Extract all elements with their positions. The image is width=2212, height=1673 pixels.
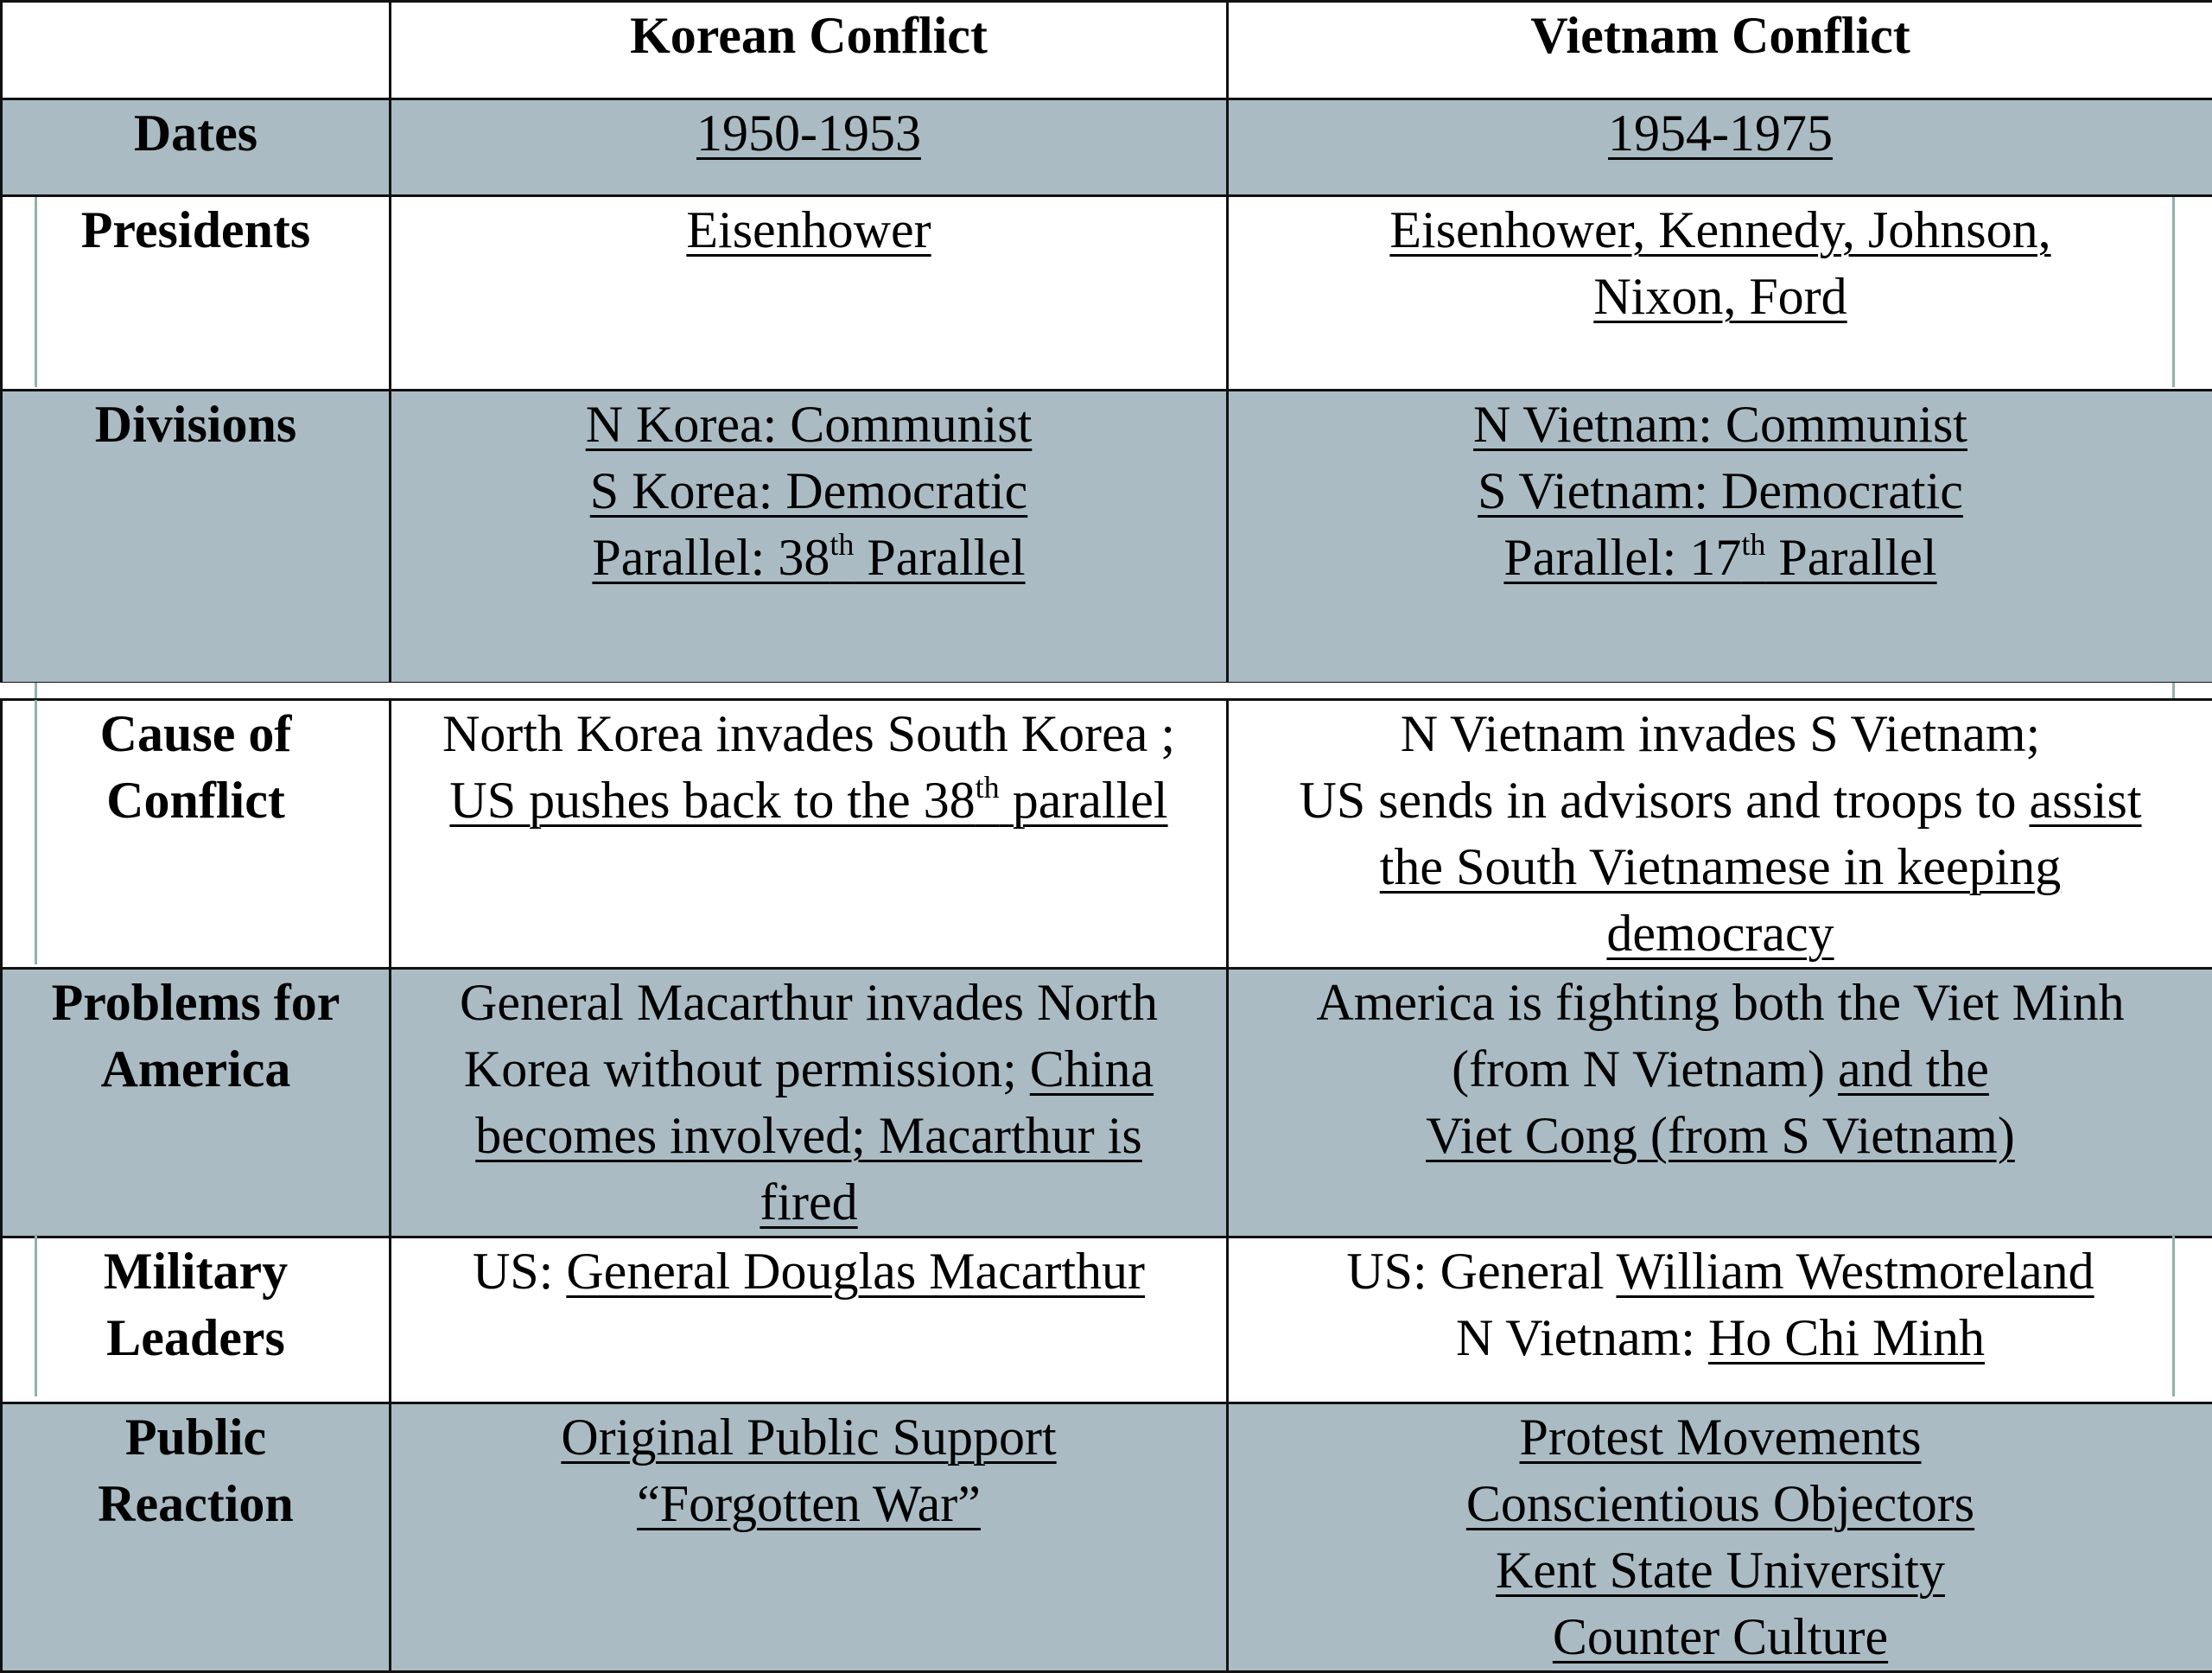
military-label-line1: Military (3, 1238, 389, 1305)
dates-row (2, 99, 2212, 196)
korean-cause-sup: th (976, 770, 1000, 805)
vietnam-division-parallel (1503, 529, 1936, 586)
public-label (2, 1403, 391, 1672)
vietnam-cause-line2-underlined: assist (2029, 772, 2141, 829)
korean-division-north: N Korea: Communist (586, 396, 1033, 453)
accent-bar-right-presidents (2172, 197, 2175, 387)
korean-problems-line3: becomes involved; Macarthur is (475, 1107, 1141, 1164)
vietnam-presidents-line2: Nixon, Ford (1593, 268, 1847, 325)
presidents-row (2, 196, 2212, 391)
korean-cause-pre: US pushes back to the 38 (449, 772, 975, 829)
vietnam-parallel-pre: Parallel: 17 (1503, 529, 1741, 586)
vietnam-presidents-cell (1228, 196, 2212, 391)
header-row (2, 2, 2212, 99)
korean-problems-line4: fired (760, 1174, 857, 1231)
korean-public-cell (391, 1403, 1228, 1672)
problems-row (2, 969, 2212, 1237)
korean-cause-cell (391, 700, 1228, 969)
korean-public-line2: “Forgotten War” (637, 1475, 981, 1532)
vietnam-public-line3: Kent State University (1496, 1542, 1945, 1599)
corner-cell (2, 2, 391, 99)
military-row (2, 1237, 2212, 1403)
public-row (2, 1403, 2212, 1672)
vietnam-conflict-heading: Vietnam Conflict (1228, 2, 2212, 99)
problems-label-line2: America (3, 1036, 389, 1103)
vietnam-divisions-cell (1228, 391, 2212, 684)
accent-bar-right-military (2172, 1234, 2175, 1396)
vietnam-dates-value: 1954-1975 (1608, 105, 1833, 162)
korean-public-line1: Original Public Support (561, 1409, 1056, 1466)
vietnam-military-line2-plain: N Vietnam: (1456, 1309, 1708, 1366)
vietnam-military-line1-plain: US: General (1346, 1243, 1616, 1300)
korean-cause-line2 (449, 772, 1167, 829)
public-label-line1: Public (3, 1404, 389, 1471)
vietnam-problems-line3: Viet Cong (from S Vietnam) (1426, 1107, 2015, 1164)
korean-military-plain: US: (473, 1243, 566, 1300)
vietnam-cause-line4: democracy (1606, 905, 1834, 962)
accent-bar-left-presidents (35, 197, 37, 387)
korean-problems-cell (391, 969, 1228, 1237)
table-break-right-mark (2172, 683, 2175, 698)
vietnam-cause-cell (1228, 700, 2212, 969)
vietnam-division-south: S Vietnam: Democratic (1478, 462, 1963, 519)
vietnam-military-line1-underlined: William Westmoreland (1616, 1243, 2094, 1300)
korean-parallel-sup: th (830, 527, 854, 562)
vietnam-problems-line2-plain: (from N Vietnam) (1452, 1040, 1838, 1097)
table-break-left-mark (35, 683, 37, 698)
vietnam-dates-cell (1228, 99, 2212, 196)
korean-conflict-heading: Korean Conflict (391, 2, 1228, 99)
accent-bar-left-military (35, 1234, 37, 1396)
vietnam-presidents-line1: Eisenhower, Kennedy, Johnson, (1389, 201, 2050, 258)
cause-label-line1: Cause of (3, 701, 389, 767)
vietnam-parallel-sup: th (1741, 527, 1765, 562)
vietnam-division-north: N Vietnam: Communist (1473, 396, 1967, 453)
korean-problems-line1: General Macarthur invades North (391, 970, 1226, 1036)
korean-problems-line2-plain: Korea without permission; (464, 1040, 1030, 1097)
accent-bar-left-cause (35, 700, 37, 964)
korean-parallel-pre: Parallel: 38 (592, 529, 830, 586)
table-break (0, 683, 2212, 698)
divisions-label: Divisions (2, 391, 391, 684)
problems-label-line1: Problems for (3, 970, 389, 1036)
vietnam-military-cell (1228, 1237, 2212, 1403)
korean-military-cell (391, 1237, 1228, 1403)
vietnam-cause-line2-plain: US sends in advisors and troops to (1299, 772, 2029, 829)
korean-parallel-post: Parallel (854, 529, 1025, 586)
vietnam-public-line1: Protest Movements (1520, 1409, 1922, 1466)
vietnam-problems-line1: America is fighting both the Viet Minh (1229, 970, 2212, 1036)
vietnam-cause-line1: N Vietnam invades S Vietnam; (1229, 701, 2212, 767)
cause-label (2, 700, 391, 969)
korean-division-parallel (592, 529, 1025, 586)
cause-label-line2: Conflict (3, 767, 389, 834)
korean-military-underlined: General Douglas Macarthur (566, 1243, 1145, 1300)
korean-presidents-cell (391, 196, 1228, 391)
presidents-label: Presidents (2, 196, 391, 391)
vietnam-public-line2: Conscientious Objectors (1466, 1475, 1974, 1532)
korean-presidents-value: Eisenhower (686, 201, 931, 258)
vietnam-problems-cell (1228, 969, 2212, 1237)
vietnam-problems-line2-underlined: and the (1838, 1040, 1989, 1097)
korean-division-south: S Korea: Democratic (590, 462, 1027, 519)
vietnam-military-line2-underlined: Ho Chi Minh (1708, 1309, 1985, 1366)
korean-divisions-cell (391, 391, 1228, 684)
vietnam-parallel-post: Parallel (1765, 529, 1936, 586)
vietnam-cause-line3: the South Vietnamese in keeping (1380, 838, 2061, 895)
military-label (2, 1237, 391, 1403)
divisions-row (2, 391, 2212, 684)
comparison-table-upper (0, 0, 2212, 684)
military-label-line2: Leaders (3, 1305, 389, 1371)
problems-label (2, 969, 391, 1237)
korean-problems-line2-underlined: China (1030, 1040, 1154, 1097)
vietnam-public-line4: Counter Culture (1553, 1608, 1888, 1665)
public-label-line2: Reaction (3, 1471, 389, 1537)
cause-row (2, 700, 2212, 969)
vietnam-public-cell (1228, 1403, 2212, 1672)
comparison-table-lower (0, 698, 2212, 1673)
dates-label: Dates (2, 99, 391, 196)
korean-dates-cell (391, 99, 1228, 196)
korean-cause-line1: North Korea invades South Korea ; (391, 701, 1226, 767)
korean-dates-value: 1950-1953 (696, 105, 921, 162)
korean-cause-post: parallel (1000, 772, 1168, 829)
